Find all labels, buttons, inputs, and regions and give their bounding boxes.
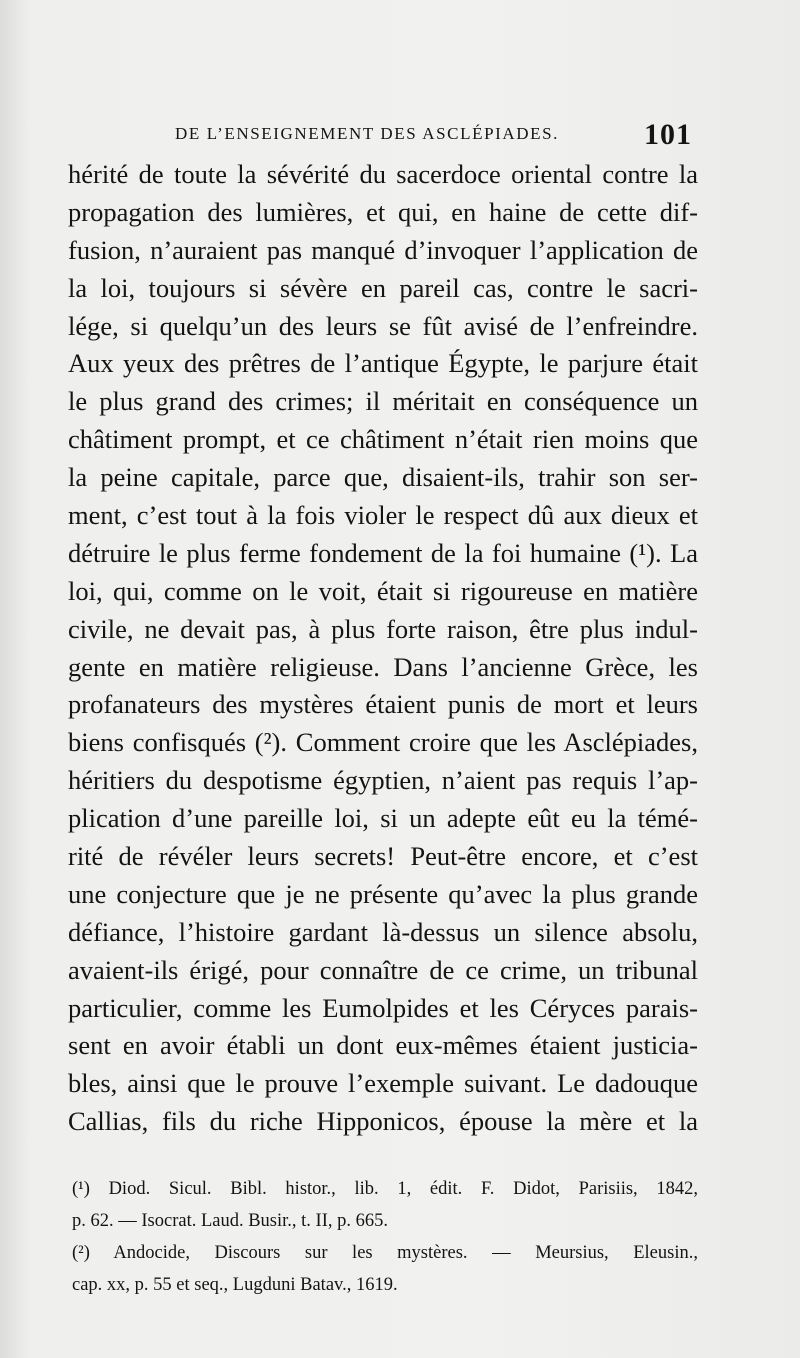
text-line: une conjecture que je ne présente qu’avec la plus grande	[68, 878, 698, 909]
text-line: fusion, n’auraient pas manqué d’invoquer l’application de	[68, 234, 698, 265]
text-line: loi, qui, comme on le voit, était si rigoureuse en matière	[68, 575, 698, 606]
text-line: détruire le plus ferme fondement de la foi humaine (¹). La	[68, 537, 698, 568]
text-line: civile, ne devait pas, à plus forte raison, être plus indul-	[68, 613, 698, 644]
text-line: ment, c’est tout à la fois violer le respect dû aux dieux et	[68, 500, 698, 531]
running-head: DE L’ENSEIGNEMENT DES ASCLÉPIADES.	[175, 124, 560, 143]
text-line: la peine capitale, parce que, disaient-ils, trahir son ser-	[68, 462, 698, 493]
page-header	[70, 118, 700, 152]
text-line: Aux yeux des prêtres de l’antique Égypte, le parjure était	[68, 348, 698, 379]
footnote-line: cap. xx, p. 55 et seq., Lugduni Batav., 1619.	[72, 1275, 398, 1295]
footnotes	[72, 1173, 698, 1301]
text-line: biens confisqués (²). Comment croire que les Asclépiades,	[68, 727, 698, 758]
footnote-line: (²) Andocide, Discours sur les mystères. — Meursius, Eleusin.,	[72, 1243, 698, 1263]
text-line: rité de révéler leurs secrets! Peut-être encore, et c’est	[68, 841, 698, 872]
text-line: la loi, toujours si sévère en pareil cas, contre le sacri-	[68, 272, 698, 303]
body-text	[68, 156, 698, 1141]
text-line: plication d’une pareille loi, si un adepte eût eu la témé-	[68, 803, 698, 834]
text-line: Callias, fils du riche Hipponicos, épouse la mère et la	[68, 1106, 698, 1137]
text-line: châtiment prompt, et ce châtiment n’était rien moins que	[68, 424, 698, 455]
text-line: le plus grand des crimes; il méritait en conséquence un	[68, 386, 698, 417]
text-line: particulier, comme les Eumolpides et les Céryces parais-	[68, 992, 698, 1023]
footnote-line: (¹) Diod. Sicul. Bibl. histor., lib. 1, édit. F. Didot, Parisiis, 1842,	[72, 1179, 698, 1199]
text-line: défiance, l’histoire gardant là-dessus un silence absolu,	[68, 916, 698, 947]
text-line: avaient-ils érigé, pour connaître de ce crime, un tribunal	[68, 954, 698, 985]
text-line: profanateurs des mystères étaient punis de mort et leurs	[68, 689, 698, 720]
text-line: lége, si quelqu’un des leurs se fût avisé de l’enfreindre.	[68, 310, 698, 341]
text-line: héritiers du despotisme égyptien, n’aient pas requis l’ap-	[68, 765, 698, 796]
page-number: 101	[644, 118, 692, 151]
text-line: hérité de toute la sévérité du sacerdoce oriental contre la	[68, 159, 698, 189]
text-line: gente en matière religieuse. Dans l’ancienne Grèce, les	[68, 651, 698, 682]
text-line: bles, ainsi que le prouve l’exemple suivant. Le dadouque	[68, 1068, 698, 1099]
footnote-line: p. 62. — Isocrat. Laud. Busir., t. II, p. 665.	[72, 1211, 388, 1231]
text-line: propagation des lumières, et qui, en haine de cette dif-	[68, 196, 698, 227]
text-line: sent en avoir établi un dont eux-mêmes étaient justicia-	[68, 1030, 698, 1061]
